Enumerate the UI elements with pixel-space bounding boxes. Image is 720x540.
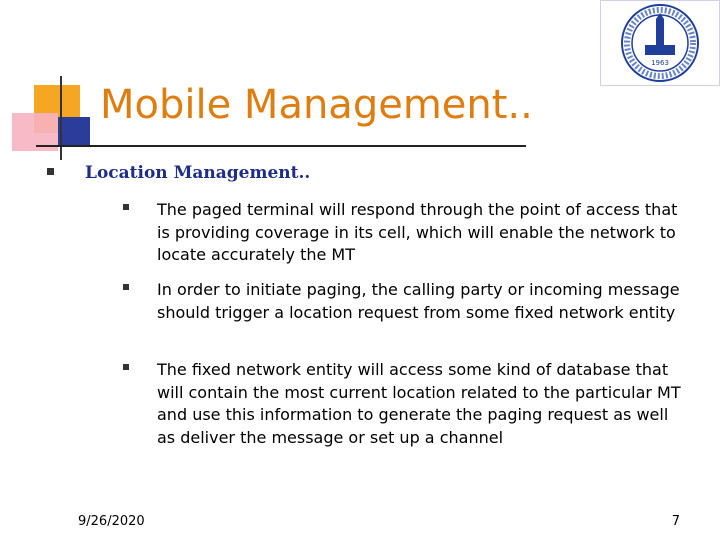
university-seal-icon <box>601 1 719 85</box>
square-bullet-icon <box>123 284 129 290</box>
level1-bullet-icon <box>47 168 54 175</box>
university-logo <box>600 0 720 86</box>
bullet-text: The fixed network entity will access some kind of database that will contain the most current location related to the particular MT and use this information to generate the paging request as well as deliver the message or set up a channel <box>157 360 681 447</box>
slide-title: Mobile Management.. <box>100 82 533 128</box>
level1-heading: Location Management.. <box>85 163 311 183</box>
decor-vertical-line <box>60 76 62 160</box>
square-bullet-icon <box>123 204 129 210</box>
footer-date: 9/26/2020 <box>78 514 145 529</box>
bullet-text: The paged terminal will respond through the point of access that is providing coverage in its cell, which will enable the network to locate accurately the MT <box>157 200 678 264</box>
decor-square-blue <box>58 117 90 147</box>
bullet-text: In order to initiate paging, the calling party or incoming message should trigger a location request from some fixed network entity <box>157 280 680 322</box>
seal-year: 1963 <box>651 59 669 67</box>
square-bullet-icon <box>123 364 129 370</box>
page-number: 7 <box>671 514 680 529</box>
title-underline <box>36 145 526 147</box>
